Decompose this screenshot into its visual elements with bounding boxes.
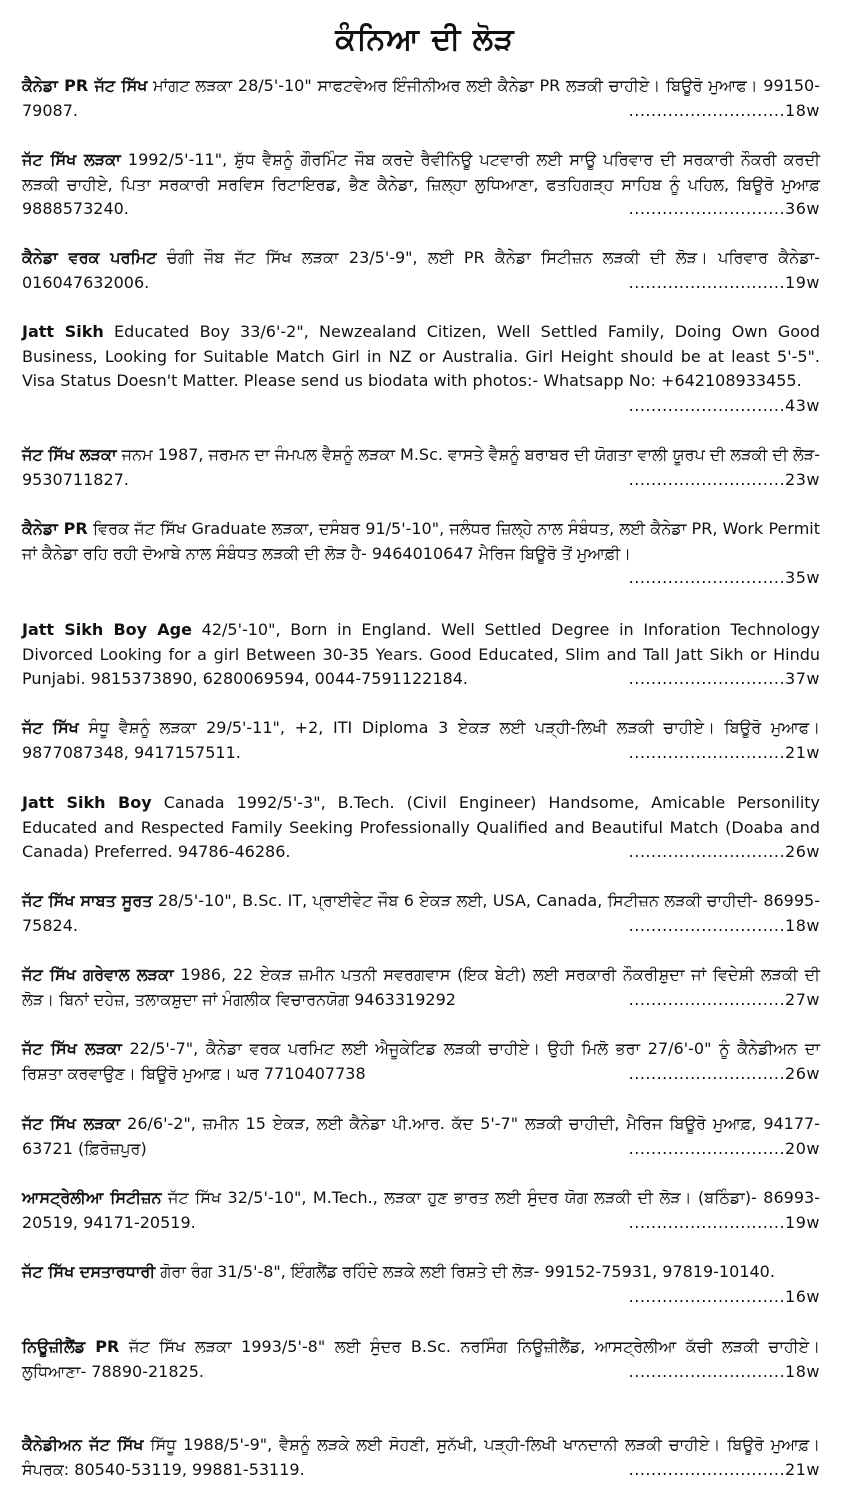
ad-lead: ਜੱਟ ਸਿੱਖ ਲੜਕਾ [22,445,117,464]
ad-item [22,1186,820,1235]
ad-body: Educated Boy 33/6'-2", Newzealand Citizen, Well Settled Family, Doing Own Good Business, Looking for Suitable Match Girl in NZ or Australia. Girl Height should be at least 5'-5". Visa Status Doesn't Matter. Please send us biodata with photos:- Whatsapp No: +642108933455. [22,322,820,390]
ad-body: ਮਾਂਗਟ ਲੜਕਾ 28/5'-10" ਸਾਫਟਵੇਅਰ ਇੰਜੀਨੀਅਰ ਲਈ ਕੈਨੇਡਾ PR ਲੜਕੀ ਚਾਹੀਏ। ਬਿਊਰੋ ਮੁਆਫ। 99150-79087. [22,76,820,120]
ad-lead: ਜੱਟ ਸਿੱਖ ਸਾਬਤ ਸੂਰਤ [22,891,153,910]
ad-item [22,74,820,123]
ad-item [22,1112,820,1161]
ad-lead: ਜੱਟ ਸਿੱਖ ਲੜਕਾ [22,1114,121,1133]
ad-code: ............................20w [628,1138,820,1158]
ad-lead: ਜੱਟ ਸਿੱਖ ਲੜਕਾ [22,150,121,169]
ad-lead: Jatt Sikh Boy [22,793,152,812]
ad-item [22,963,820,1012]
ad-body: ਜੱਟ ਸਿੱਖ 32/5'-10", M.Tech., ਲੜਕਾ ਹੁਣ ਭਾਰਤ ਲਈ ਸੁੰਦਰ ਯੋਗ ਲੜਕੀ ਦੀ ਲੋੜ। (ਬਠਿੰਡਾ)- 86993-20519, 94171-20519. [22,1188,820,1232]
ad-item [22,320,820,418]
ad-body: 28/5'-10", B.Sc. IT, ਪ੍ਰਾਈਵੇਟ ਜੌਬ 6 ਏਕੜ ਲਈ, USA, Canada, ਸਿਟੀਜ਼ਨ ਲੜਕੀ ਚਾਹੀਦੀ- 86995-75824. [22,891,820,935]
ad-item [22,517,820,591]
ad-item [22,791,820,865]
ad-body: ਗੋਰਾ ਰੰਗ 31/5'-8", ਇੰਗਲੈਂਡ ਰਹਿੰਦੇ ਲੜਕੇ ਲਈ ਰਿਸ਼ਤੇ ਦੀ ਲੋੜ- 99152-75931, 97819-10140. [155,1262,775,1281]
ad-code: ............................21w [628,1459,820,1479]
ad-code: ............................27w [628,989,820,1009]
ad-code: ............................26w [628,842,820,861]
ad-body: 1986, 22 ਏਕੜ ਜ਼ਮੀਨ ਪਤਨੀ ਸਵਰਗਵਾਸ (ਇਕ ਬੇਟੀ) ਲਈ ਸਰਕਾਰੀ ਨੌਕਰੀਸ਼ੁਦਾ ਜਾਂ ਵਿਦੇਸ਼ੀ ਲੜਕੀ ਦੀ ਲੋੜ। ਬਿਨਾਂ ਦਹੇਜ਼, ਤਲਾਕਸ਼ੁਦਾ ਜਾਂ ਮੰਗਲੀਕ ਵਿਚਾਰਨਯੋਗ 9463319292 [22,965,820,1009]
ad-lead: ਜੱਟ ਸਿੱਖ ਗਰੇਵਾਲ ਲੜਕਾ [22,965,174,984]
ad-code: ............................16w [628,1286,820,1306]
ad-body: ਵਿਰਕ ਜੱਟ ਸਿੱਖ Graduate ਲੜਕਾ, ਦਸੰਬਰ 91/5'-10", ਜਲੰਧਰ ਜ਼ਿਲ੍ਹੇ ਨਾਲ ਸੰਬੰਧਤ, ਲਈ ਕੈਨੇਡਾ PR, Work Permit ਜਾਂ ਕੈਨੇਡਾ ਰਹਿ ਰਹੀ ਦੋਆਬੇ ਨਾਲ ਸੰਬੰਧਤ ਲੜਕੀ ਦੀ ਲੋੜ ਹੈ- 9464010647 ਮੈਰਿਜ ਬਿਊਰੋ ਤੋਂ ਮੁਆਫ਼ੀ। [22,519,820,563]
ad-code: ............................19w [628,1212,820,1232]
ad-body: ਚੰਗੀ ਜੌਬ ਜੱਟ ਸਿੱਖ ਲੜਕਾ 23/5'-9", ਲਈ PR ਕੈਨੇਡਾ ਸਿਟੀਜ਼ਨ ਲੜਕੀ ਦੀ ਲੋੜ। ਪਰਿਵਾਰ ਕੈਨੇਡਾ- 016047632006. [22,248,820,292]
ad-body: 26/6'-2", ਜ਼ਮੀਨ 15 ਏਕੜ, ਲਈ ਕੈਨੇਡਾ ਪੀ.ਆਰ. ਕੱਦ 5'-7" ਲੜਕੀ ਚਾਹੀਦੀ, ਮੈਰਿਜ ਬਿਊਰੋ ਮੁਆਫ਼, 94177-63721 (ਫ਼ਿਰੋਜ਼ਪੁਰ) [22,1114,820,1158]
ad-item [22,716,820,765]
ad-lead: ਕੈਨੇਡਾ PR ਜੱਟ ਸਿੱਖ [22,76,148,95]
ad-body: ਜਨਮ 1987, ਜਰਮਨ ਦਾ ਜੰਮਪਲ ਵੈਸ਼ਨੂੰ ਲੜਕਾ M.Sc. ਵਾਸਤੇ ਵੈਸ਼ਨੂੰ ਬਰਾਬਰ ਦੀ ਯੋਗਤਾ ਵਾਲੀ ਯੂਰਪ ਦੀ ਲੜਕੀ ਦੀ ਲੋੜ- 9530711827. [22,445,821,489]
ad-item [22,1433,820,1482]
ad-code: ............................36w [628,199,820,218]
ad-code: ............................35w [628,568,820,587]
ad-lead: ਨਿਊਜ਼ੀਲੈਂਡ PR [22,1337,120,1356]
ad-lead: ਆਸਟ੍ਰੇਲੀਆ ਸਿਟੀਜ਼ਨ [22,1188,162,1207]
ad-item [22,889,820,938]
ad-code: ............................37w [628,669,820,688]
ad-lead: ਕੈਨੇਡੀਅਨ ਜੱਟ ਸਿੱਖ [22,1435,144,1454]
ad-lead: ਜੱਟ ਸਿੱਖ ਲੜਕਾ [22,1039,122,1058]
ad-body: 1992/5'-11", ਸ਼ੁੱਧ ਵੈਸ਼ਨੂੰ ਗੌਰਮਿੰਟ ਜੌਬ ਕਰਦੇ ਰੈਵੀਨਿਊ ਪਟਵਾਰੀ ਲਈ ਸਾਊ ਪਰਿਵਾਰ ਦੀ ਸਰਕਾਰੀ ਨੌਕਰੀ ਕਰਦੀ ਲੜਕੀ ਚਾਹੀਏ, ਪਿਤਾ ਸਰਕਾਰੀ ਸਰਵਿਸ ਰਿਟਾਇਰਡ, ਭੈਣ ਕੈਨੇਡਾ, ਜ਼ਿਲ੍ਹਾ ਲੁਧਿਆਣਾ, ਫਤਹਿਗੜ੍ਹ ਸਾਹਿਬ ਨੂੰ ਪਹਿਲ, ਬਿਊਰੋ ਮੁਆਫ਼ 9888573240. [22,150,820,218]
ad-body: 42/5'-10", Born in England. Well Settled Degree in Inforation Technology Divorced Looking for a girl Between 30-35 Years. Good Educated, Slim and Tall Jatt Sikh or Hindu Punjabi. 9815373890, 6280069594, 0044-7591122184. [22,620,820,688]
ad-code: ............................26w [628,1063,820,1083]
ad-lead: Jatt Sikh [22,322,104,341]
ad-lead: ਕੈਨੇਡਾ PR [22,519,88,538]
ad-code: ............................43w [628,395,820,415]
ad-body: ਸਿੱਧੂ 1988/5'-9", ਵੈਸ਼ਨੂੰ ਲੜਕੇ ਲਈ ਸੋਹਣੀ, ਸੁਨੱਖੀ, ਪੜ੍ਹੀ-ਲਿਖੀ ਖਾਨਦਾਨੀ ਲੜਕੀ ਚਾਹੀਏ। ਬਿਊਰੋ ਮੁਆਫ਼। ਸੰਪਰਕ: 80540-53119, 99881-53119. [22,1435,821,1479]
ad-code: ............................19w [628,272,820,292]
ad-item [22,148,820,222]
ad-lead: ਜੱਟ ਸਿੱਖ [22,718,79,737]
ad-body: 22/5'-7", ਕੈਨੇਡਾ ਵਰਕ ਪਰਮਿਟ ਲਈ ਐਜੂਕੇਟਿਡ ਲੜਕੀ ਚਾਹੀਏ। ਉਹੀ ਮਿਲੋ ਭਰਾ 27/6'-0" ਨੂੰ ਕੈਨੇਡੀਅਨ ਦਾ ਰਿਸ਼ਤਾ ਕਰਵਾਉਣ। ਬਿਊਰੋ ਮੁਆਫ਼। ਘਰ 7710407738 [22,1039,820,1083]
ad-item [22,618,820,692]
ad-code: ............................23w [628,469,820,489]
ad-item [22,1260,820,1309]
ad-body: ਸੰਧੂ ਵੈਸ਼ਨੂੰ ਲੜਕਾ 29/5'-11", +2, ITI Diploma 3 ਏਕੜ ਲਈ ਪੜ੍ਹੀ-ਲਿਖੀ ਲੜਕੀ ਚਾਹੀਏ। ਬਿਊਰੋ ਮੁਆਫ। 9877087348, 9417157511. [22,718,820,762]
ad-code: ............................18w [628,100,820,120]
ad-lead: ਕੈਨੇਡਾ ਵਰਕ ਪਰਮਿਟ [22,248,157,267]
ad-item [22,1037,820,1086]
ad-item [22,1335,820,1384]
ad-lead: ਜੱਟ ਸਿੱਖ ਦਸਤਾਰਧਾਰੀ [22,1262,156,1281]
ad-item [22,443,820,492]
ad-code: ............................18w [628,915,820,935]
page-title: ਕੰਨਿਆ ਦੀ ਲੋੜ [335,22,515,57]
ad-lead: Jatt Sikh Boy Age [22,620,192,639]
ad-body: ਜੱਟ ਸਿੱਖ ਲੜਕਾ 1993/5'-8" ਲਈ ਸੁੰਦਰ B.Sc. ਨਰਸਿੰਗ ਨਿਊਜ਼ੀਲੈਂਡ, ਆਸਟ੍ਰੇਲੀਆ ਕੱਚੀ ਲੜਕੀ ਚਾਹੀਏ। ਲੁਧਿਆਣਾ- 78890-21825. [22,1337,820,1381]
ad-code: ............................21w [628,742,820,762]
ad-body: Canada 1992/5'-3", B.Tech. (Civil Engineer) Handsome, Amicable Personility Educated and Respected Family Seeking Professionally Qualified and Beautiful Match (Doaba and Canada) Preferred. 94786-46286. [22,793,821,861]
ad-code: ............................18w [628,1361,820,1381]
ad-item [22,246,820,295]
